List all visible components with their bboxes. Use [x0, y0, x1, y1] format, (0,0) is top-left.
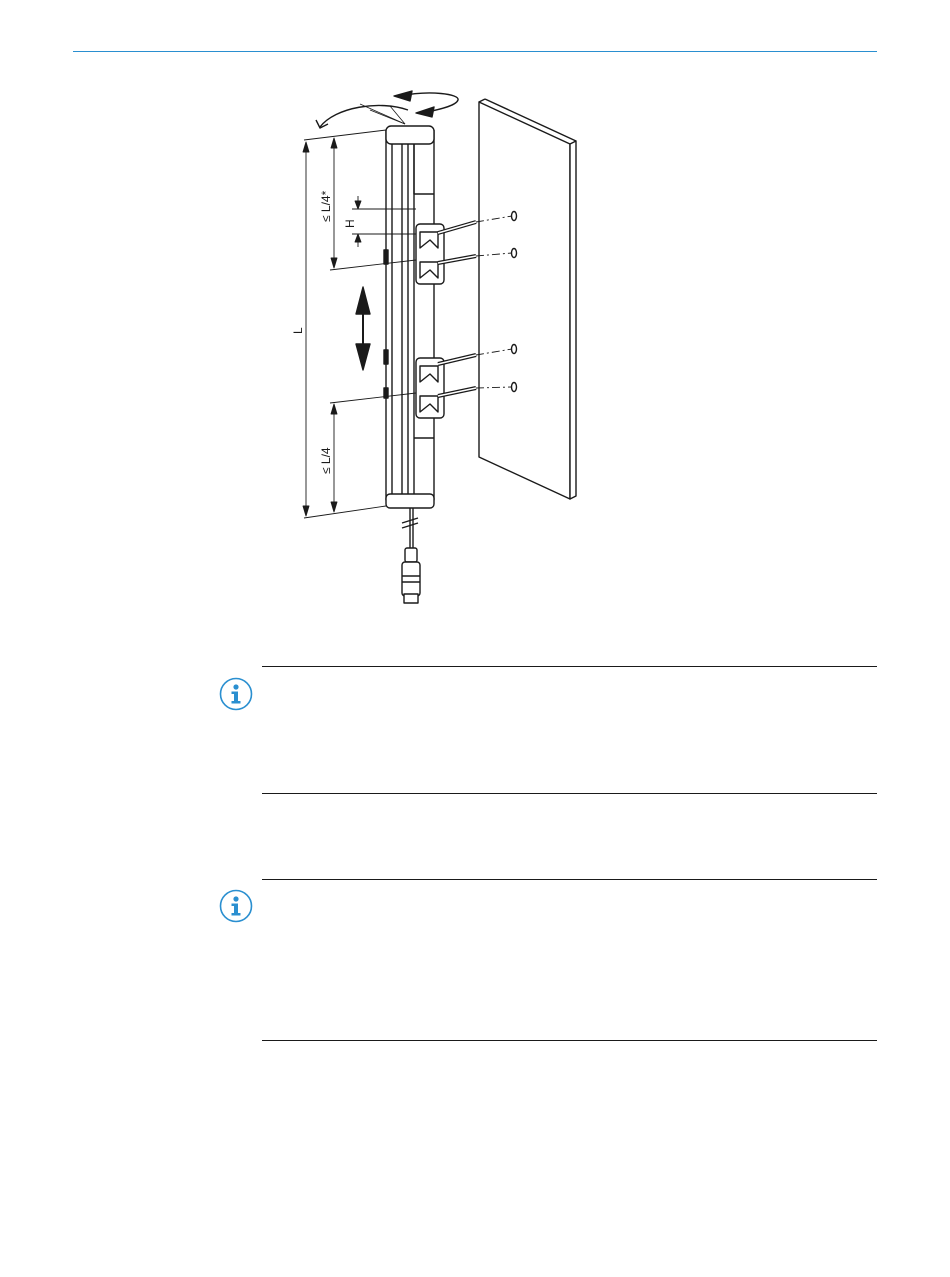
- note-bottom-rule: [262, 1040, 877, 1041]
- dimension-label-height: H: [343, 219, 357, 228]
- dimension-label-length: L: [291, 327, 305, 334]
- note-box: [219, 879, 877, 1041]
- mounting-wall: [479, 99, 576, 499]
- mounting-figure: [290, 82, 590, 612]
- mounting-diagram: [290, 82, 590, 612]
- info-icon: [219, 889, 253, 923]
- header-rule: [73, 51, 877, 52]
- dimension-label-top: ≤ L/4*: [319, 190, 333, 222]
- upper-bracket: [416, 222, 476, 284]
- adjustment-arrow: [356, 287, 370, 370]
- note-top-rule: [262, 666, 877, 667]
- note-box: [219, 666, 877, 794]
- info-icon: [219, 677, 253, 711]
- cable-connector: [402, 508, 420, 603]
- rotation-arrows: [316, 91, 458, 128]
- dimension-label-bottom: ≤ L/4: [319, 447, 333, 474]
- note-top-rule: [262, 879, 877, 880]
- note-bottom-rule: [262, 793, 877, 794]
- sensor-bar: [384, 126, 434, 508]
- lower-bracket: [416, 355, 476, 418]
